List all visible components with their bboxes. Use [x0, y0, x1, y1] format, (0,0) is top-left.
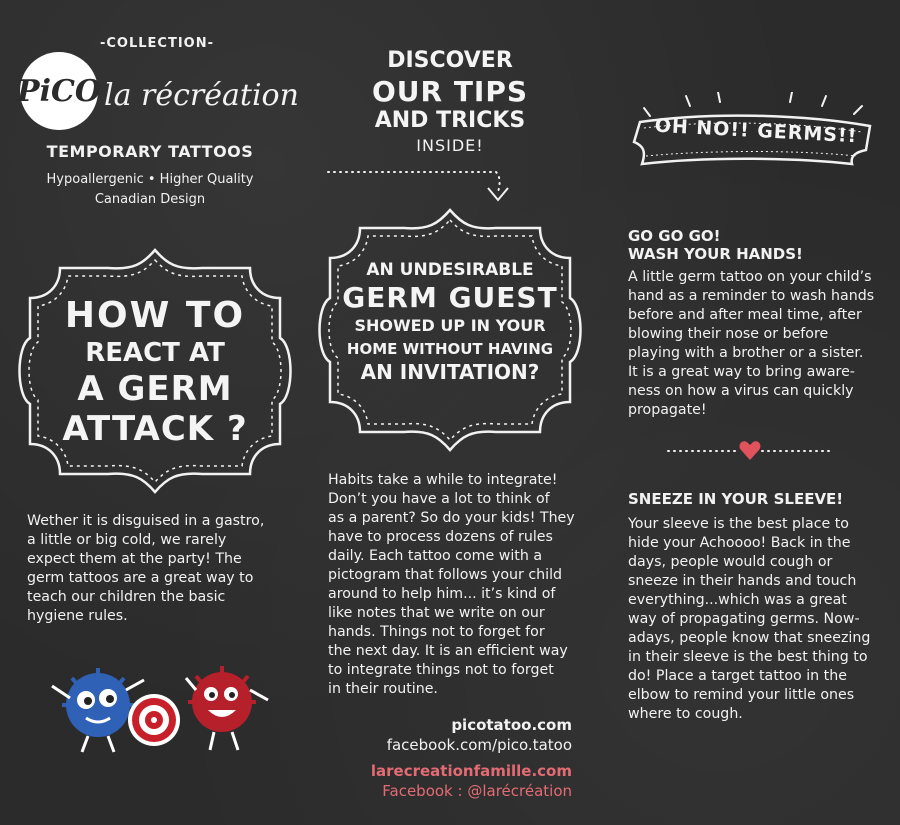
- middle-header-line: INSIDE!: [416, 136, 484, 155]
- larecreation-link[interactable]: larecreationfamille.com: [370, 762, 572, 780]
- middle-header-line: AND TRICKS: [374, 108, 526, 133]
- middle-body-text: Habits take a while to integrate! Don’t you have a lot to think of as a parent? So do your kids! They have to process dozens of rules daily. Each tattoo come with a pictogram that follows your child around to help him... it’s kind of like notes that we write on our hands. Things not to forget for the next day. It is an efficient way to integrate things not to forget in their routine.: [328, 472, 575, 697]
- middle-header-line: OUR TIPS: [371, 75, 529, 108]
- tagline-line: Canadian Design: [94, 192, 206, 207]
- la-recreation-logo: la récréation: [104, 78, 299, 113]
- section-title: SNEEZE IN YOUR SLEEVE!: [628, 490, 844, 508]
- badge-title-line: REACT AT: [85, 338, 225, 368]
- facebook-larecreation-link[interactable]: Facebook : @larécréation: [382, 782, 572, 800]
- badge-title-line: ATTACK ?: [62, 409, 248, 449]
- left-body-text: Wether it is disguised in a gastro, a little or big cold, we rarely expect them at the party! The germ tattoos are a great way to teach our children the basic hygiene rules.: [27, 513, 265, 624]
- sneeze-text: Your sleeve is the best place to hide your Achoooo! Back in the days, people would cough or sneeze in their hands and touch everything...which was a great way of propagating germs. Now- adays, people know that sneezing in their sleeve is the best thing to do! Place a target tattoo in the elbow to remind your little ones where to cough.: [628, 516, 871, 722]
- picotatoo-link[interactable]: picotatoo.com: [451, 716, 572, 734]
- middle-badge-line: AN UNDESIRABLE: [366, 260, 534, 280]
- heart-icon: [740, 441, 761, 460]
- wash-hands-text: A little germ tattoo on your child’s hand as a reminder to wash hands before and after meal time, after blowing their nose or before playing with a brother or a sister. It is a great way to bring aware- ness on how a virus can quickly propagate!: [628, 269, 875, 418]
- middle-badge-line: GERM GUEST: [342, 281, 558, 314]
- middle-badge-line: AN INVITATION?: [360, 360, 540, 384]
- red-germ-icon: [186, 666, 268, 750]
- collection-label: -COLLECTION-: [100, 36, 215, 51]
- middle-badge-line: SHOWED UP IN YOUR: [354, 316, 546, 335]
- middle-badge-line: HOME WITHOUT HAVING: [346, 340, 554, 358]
- section-title: GO GO GO! WASH YOUR HANDS!: [628, 227, 803, 263]
- germs-banner-text: OH NO!! GERMS!!: [654, 114, 858, 148]
- product-title: TEMPORARY TATTOOS: [46, 142, 254, 161]
- heart-divider: [664, 438, 836, 462]
- dotted-arrow: [320, 160, 520, 210]
- middle-header-line: DISCOVER: [387, 48, 513, 73]
- facebook-pico-link[interactable]: facebook.com/pico.tatoo: [386, 736, 572, 754]
- germ-illustrations: [30, 660, 280, 760]
- badge-title-line: A GERM: [77, 369, 233, 409]
- pico-logo: PiCO: [20, 52, 98, 130]
- badge-title-line: HOW TO: [64, 295, 246, 336]
- target-icon: [128, 694, 180, 746]
- tagline-line: Hypoallergenic • Higher Quality: [46, 172, 254, 187]
